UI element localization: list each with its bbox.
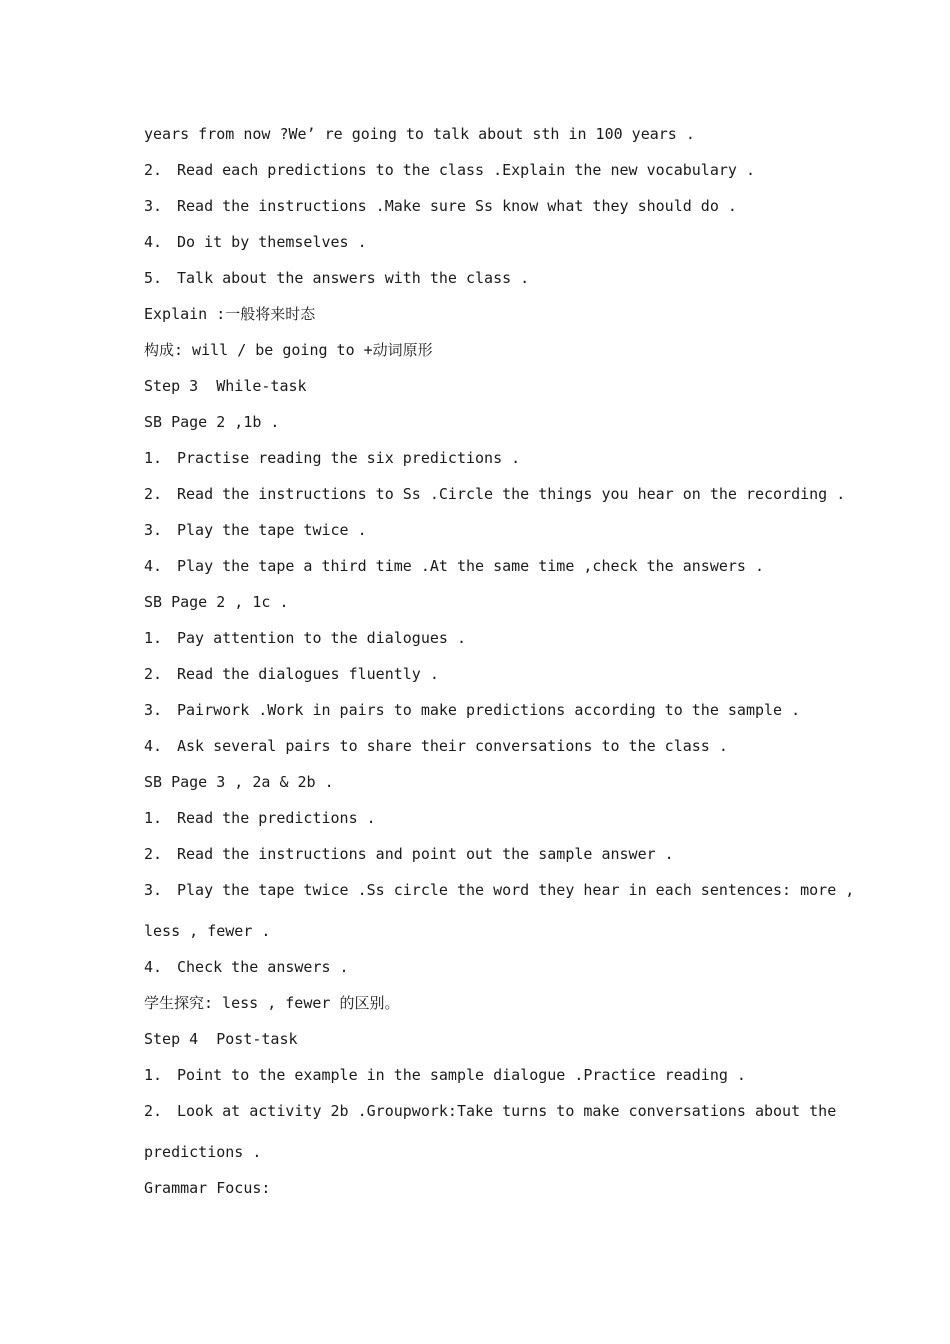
item-number: 1. [144, 449, 163, 467]
item-text: Check the answers . [177, 958, 349, 976]
item-number: 2. [144, 665, 163, 683]
item-text: Read the instructions to Ss .Circle the things you hear on the recording . [177, 485, 846, 503]
section-heading: SB Page 3 , 2a & 2b . [144, 773, 334, 791]
inquiry-line: 学生探究: less , fewer 的区别。 [144, 994, 400, 1012]
item-text: Practise reading the six predictions . [177, 449, 521, 467]
item-number: 3. [144, 197, 163, 215]
item-text: Read the predictions . [177, 809, 376, 827]
item-number: 3. [144, 701, 163, 719]
item-number: 2. [144, 485, 163, 503]
list-item [144, 484, 846, 504]
item-text: Play the tape twice .Ss circle the word they hear in each sentences: more , [177, 881, 855, 899]
list-item [144, 844, 824, 864]
item-text: Read the instructions .Make sure Ss know what they should do . [177, 197, 737, 215]
item-number: 5. [144, 269, 163, 287]
item-number: 3. [144, 521, 163, 539]
item-text: Talk about the answers with the class . [177, 269, 530, 287]
list-item [144, 520, 824, 540]
item-text: Read each predictions to the class .Explain the new vocabulary . [177, 161, 755, 179]
item-text: Do it by themselves . [177, 233, 367, 251]
list-item [144, 880, 855, 900]
list-item [144, 700, 824, 720]
list-item [144, 957, 824, 977]
list-item [144, 664, 824, 684]
grammar-focus-heading: Grammar Focus: [144, 1179, 271, 1197]
item-number: 2. [144, 161, 163, 179]
item-number: 2. [144, 845, 163, 863]
wrapped-line: predictions . [144, 1143, 262, 1161]
text-line: years from now ?We’ re going to talk about sth in 100 years . [144, 125, 695, 143]
list-item [144, 160, 824, 180]
item-number: 3. [144, 881, 163, 899]
list-item [144, 736, 824, 756]
structure-line: 构成: will / be going to +动词原形 [144, 341, 433, 359]
item-number: 2. [144, 1102, 163, 1120]
step-heading: Step 3 While-task [144, 377, 307, 395]
list-item [144, 268, 824, 288]
item-text: Pairwork .Work in pairs to make predictions according to the sample . [177, 701, 801, 719]
document-page [144, 124, 855, 1214]
explain-line: Explain :一般将来时态 [144, 305, 316, 323]
wrapped-line: less , fewer . [144, 922, 271, 940]
list-item [144, 808, 824, 828]
item-text: Read the dialogues fluently . [177, 665, 439, 683]
item-text: Point to the example in the sample dialogue .Practice reading . [177, 1066, 746, 1084]
item-number: 4. [144, 233, 163, 251]
list-item [144, 1101, 837, 1121]
section-heading: SB Page 2 ,1b . [144, 413, 280, 431]
item-text: Read the instructions and point out the sample answer . [177, 845, 674, 863]
item-number: 1. [144, 629, 163, 647]
list-item [144, 556, 824, 576]
list-item [144, 232, 824, 252]
item-text: Ask several pairs to share their conversations to the class . [177, 737, 728, 755]
item-number: 4. [144, 737, 163, 755]
section-heading: SB Page 2 , 1c . [144, 593, 289, 611]
item-text: Play the tape a third time .At the same time ,check the answers . [177, 557, 764, 575]
list-item [144, 448, 824, 468]
list-item [144, 196, 824, 216]
item-text: Play the tape twice . [177, 521, 367, 539]
step-heading: Step 4 Post-task [144, 1030, 298, 1048]
item-text: Look at activity 2b .Groupwork:Take turns to make conversations about the [177, 1102, 837, 1120]
item-number: 1. [144, 809, 163, 827]
item-number: 1. [144, 1066, 163, 1084]
list-item [144, 1065, 824, 1085]
list-item [144, 628, 824, 648]
item-number: 4. [144, 958, 163, 976]
item-text: Pay attention to the dialogues . [177, 629, 466, 647]
item-number: 4. [144, 557, 163, 575]
